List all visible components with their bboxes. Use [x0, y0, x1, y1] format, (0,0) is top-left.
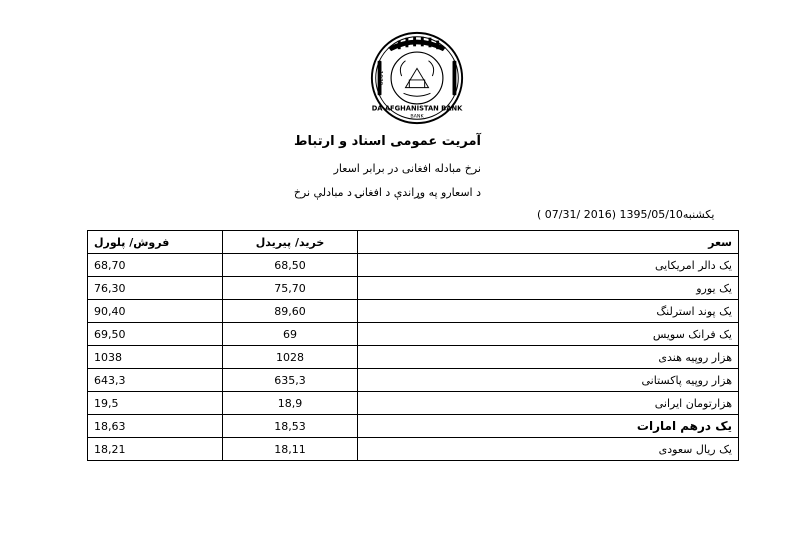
header-buy: خرید/ پیریدل	[223, 231, 358, 254]
sell-rate: 1038	[88, 346, 223, 369]
buy-rate: 1028	[223, 346, 358, 369]
sell-rate: 76,30	[88, 277, 223, 300]
currency-name: یک دالر امریکایی	[358, 254, 739, 277]
sell-rate: 69,50	[88, 323, 223, 346]
currency-name: یک درهم امارات	[358, 415, 739, 438]
header-sell: فروش/ پلورل	[88, 231, 223, 254]
currency-name: هزار روپیه پاکستانی	[358, 369, 739, 392]
sell-rate: 19,5	[88, 392, 223, 415]
table-row	[88, 438, 739, 461]
buy-rate: 18,9	[223, 392, 358, 415]
sell-rate: 90,40	[88, 300, 223, 323]
document-date: یکشنبه1395/05/10 (2016 /07/31 )	[537, 208, 715, 221]
currency-name: یک ریال سعودی	[358, 438, 739, 461]
table-header-row	[88, 231, 739, 254]
table-row	[88, 415, 739, 438]
table-row	[88, 346, 739, 369]
seal-year: 1939	[376, 70, 383, 86]
currency-name: یک یورو	[358, 277, 739, 300]
bank-seal-logo	[369, 30, 465, 126]
table-row	[88, 392, 739, 415]
table-row	[88, 254, 739, 277]
buy-rate: 69	[223, 323, 358, 346]
buy-rate: 635,3	[223, 369, 358, 392]
header-currency: سعر	[358, 231, 739, 254]
currency-name: یک پوند استرلنگ	[358, 300, 739, 323]
buy-rate: 68,50	[223, 254, 358, 277]
table-row	[88, 323, 739, 346]
sell-rate: 643,3	[88, 369, 223, 392]
buy-rate: 89,60	[223, 300, 358, 323]
subtitle-dari: نرخ مبادله افغانی در برابر اسعار	[333, 162, 481, 175]
currency-name: یک فرانک سویس	[358, 323, 739, 346]
sell-rate: 68,70	[88, 254, 223, 277]
seal-name: DA AFGHANISTAN BANK	[371, 104, 463, 113]
document-title: آمریت عمومی اسناد و ارتباط	[294, 134, 481, 149]
seal-bank-word: BANK	[410, 114, 424, 120]
currency-name: هزارتومان ایرانی	[358, 392, 739, 415]
exchange-rate-table	[87, 230, 739, 461]
currency-name: هزار روپیه هندی	[358, 346, 739, 369]
sell-rate: 18,63	[88, 415, 223, 438]
table-row	[88, 300, 739, 323]
buy-rate: 75,70	[223, 277, 358, 300]
table-row	[88, 277, 739, 300]
table-row	[88, 369, 739, 392]
buy-rate: 18,11	[223, 438, 358, 461]
sell-rate: 18,21	[88, 438, 223, 461]
subtitle-pashto: د اسعارو په وړاندې د افغانۍ د مبادلې نرخ	[293, 186, 481, 199]
buy-rate: 18,53	[223, 415, 358, 438]
